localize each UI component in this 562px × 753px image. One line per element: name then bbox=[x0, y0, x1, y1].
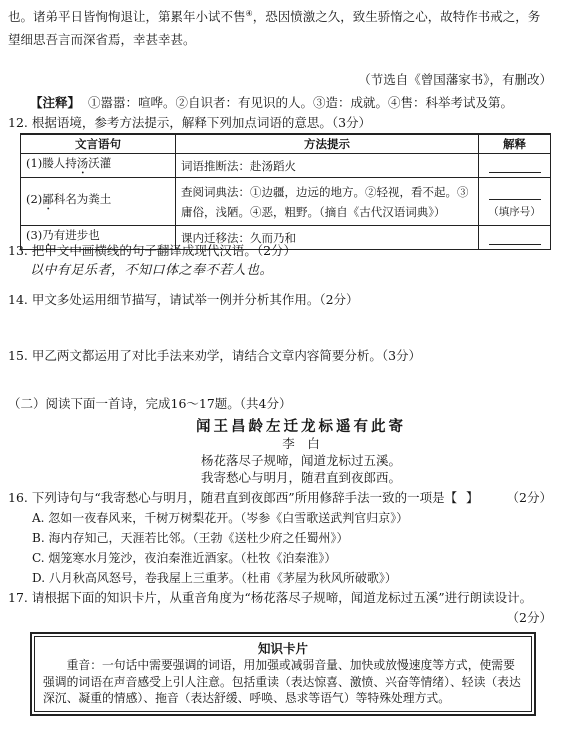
notes-line bbox=[30, 95, 513, 111]
passage-line-1 bbox=[8, 9, 540, 25]
answer-blank bbox=[489, 233, 541, 245]
poem-line: 杨花落尽子规啼，闻道龙标过五溪。 bbox=[200, 453, 401, 468]
answer-blank bbox=[489, 161, 541, 173]
passage-source: （节选自《曾国藩家书》，有删改） bbox=[358, 72, 552, 87]
q12-table bbox=[20, 133, 551, 250]
poem-line: 我寄愁心与明月，随君直到夜郎西。 bbox=[200, 470, 401, 485]
dotted-word: 乃 bbox=[42, 228, 54, 242]
q17-prompt: 17. 请根据下面的知识卡片，从重音角度为“杨花落尽子规啼，闻道龙标过五溪”进行朗读设计。 bbox=[8, 590, 533, 605]
q16-bracket-end: 】 bbox=[466, 490, 479, 505]
table-header: 方法提示 bbox=[176, 134, 479, 154]
table-header-row bbox=[21, 134, 551, 154]
answer-cell bbox=[479, 178, 551, 226]
q12-prompt: 12. 根据语境，参考方法提示，解释下列加点词语的意思。（3分） bbox=[8, 115, 372, 130]
option-d: D. 八月秋高风怒号，卷我屋上三重茅。（杜甫《茅屋为秋风所破歌》） bbox=[32, 571, 397, 585]
q14-prompt: 14. 甲文多处运用细节描写，请试举一例并分析其作用。（2分） bbox=[8, 292, 359, 307]
knowledge-card-inner bbox=[34, 636, 532, 712]
method-hint: 查阅词典法：①边疆，边远的地方。②轻视，看不起。③庸俗，浅陋。④恶，粗野。（摘自《古代汉语词典》） bbox=[176, 178, 479, 226]
section-heading: （二）阅读下面一首诗，完成16～17题。（共4分） bbox=[8, 396, 292, 411]
knowledge-card-title: 知识卡片 bbox=[257, 641, 308, 656]
passage-text: 也。诸弟平日皆恂恂退让，第累年小试不售 bbox=[8, 9, 246, 24]
dotted-word: 汤 bbox=[76, 156, 89, 170]
dotted-word: 鄙 bbox=[42, 192, 54, 206]
classical-sentence: (2)鄙科名为粪土 bbox=[21, 178, 176, 226]
q13-prompt: 13. 把甲文中画横线的句子翻译成现代汉语。（2分） bbox=[8, 243, 297, 258]
answer-cell bbox=[479, 154, 551, 178]
knowledge-card-text: 重音：一句话中需要强调的词语，用加强或减弱音量、加快或放慢速度等方式，使需要强调的词语在声音感受上引人注意。包括重读（表达惊喜、激愤、兴奋等情绪）、轻读（表达深沉、凝重的情感）、拖音（表达舒缓、呼唤、恳求等语气）等特殊处理方式。 bbox=[43, 658, 521, 705]
method-hint: 词语推断法：赴汤蹈火 bbox=[176, 154, 479, 178]
notes-text: ①嚣嚣：喧哗。②自识者：有见识的人。③造：成就。④售：科举考试及第。 bbox=[88, 95, 514, 110]
poem-title: 闻王昌龄左迁龙标遥有此寄 bbox=[196, 418, 406, 435]
option-c: C. 烟笼寒水月笼沙，夜泊秦淮近酒家。（杜牧《泊秦淮》） bbox=[32, 551, 337, 565]
poem-author: 李 白 bbox=[282, 436, 320, 451]
passage-text: ，恐因愤激之久，致生骄惰之心，故特作书戒之，务 bbox=[252, 9, 541, 24]
q16-prompt: 16. 下列诗句与“我寄愁心与明月，随君直到夜郎西”所用修辞手法一致的一项是【 bbox=[8, 490, 458, 505]
table-header: 解释 bbox=[479, 134, 551, 154]
answer-cell bbox=[479, 226, 551, 250]
table-header: 文言语句 bbox=[21, 134, 176, 154]
q13-handwritten-answer: 以中有足乐者，不知口体之奉不若人也。 bbox=[30, 263, 274, 278]
passage-line-2: 望细思吾言而深省焉，幸甚幸甚。 bbox=[8, 32, 196, 47]
q15-prompt: 15. 甲乙两文都运用了对比手法来劝学，请结合文章内容简要分析。（3分） bbox=[8, 348, 422, 363]
option-a: A. 忽如一夜春风来，千树万树梨花开。（岑参《白雪歌送武判官归京》） bbox=[32, 511, 409, 525]
answer-blank bbox=[489, 188, 541, 200]
notes-label: 【注释】 bbox=[30, 95, 81, 110]
answer-note: （填序号） bbox=[488, 206, 541, 218]
table-row bbox=[21, 154, 551, 178]
method-hint: 课内迁移法：久而乃和 bbox=[176, 226, 479, 250]
classical-sentence: (3)乃有进步也 bbox=[21, 226, 176, 250]
q17-score: （2分） bbox=[506, 610, 552, 625]
note-marker: ④ bbox=[245, 9, 253, 18]
knowledge-card bbox=[30, 632, 536, 716]
q16-score: （2分） bbox=[506, 490, 552, 505]
option-b: B. 海内存知己，天涯若比邻。（王勃《送杜少府之任蜀州》） bbox=[32, 531, 349, 545]
table-row bbox=[21, 178, 551, 226]
classical-sentence: (1)媵人持汤沃灌 bbox=[21, 154, 176, 178]
